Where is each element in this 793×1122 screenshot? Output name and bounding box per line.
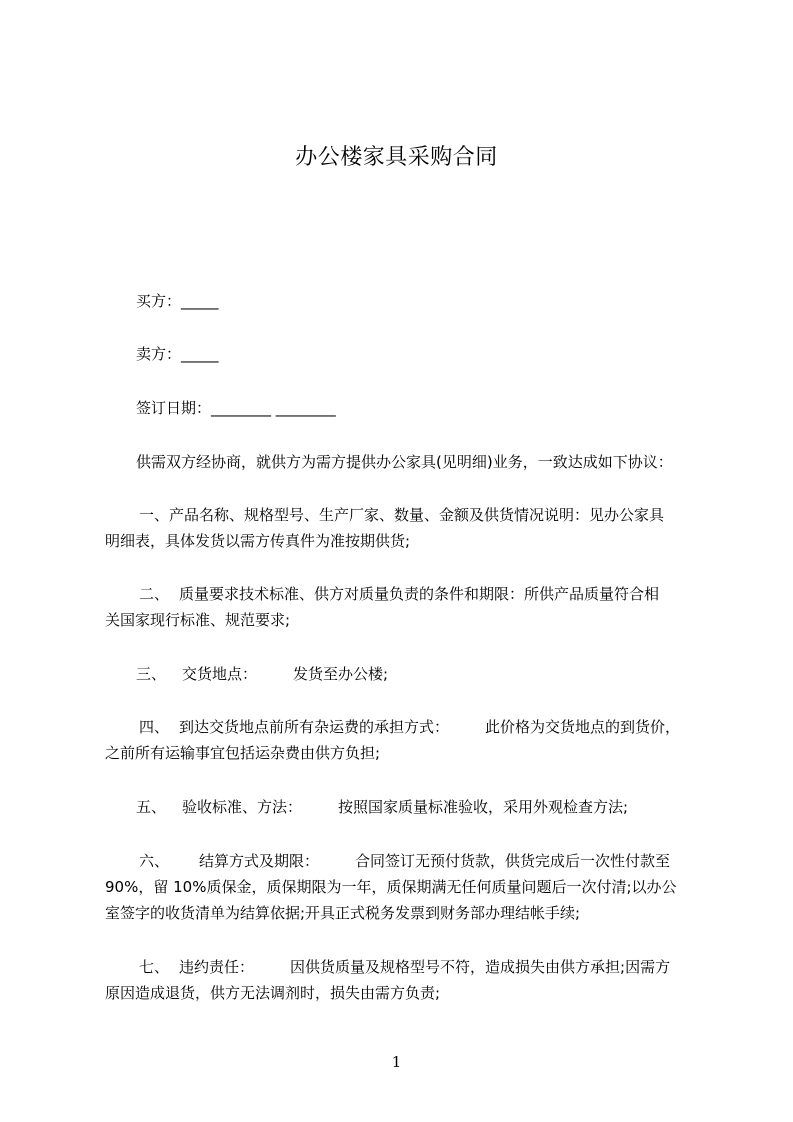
clause-1-first-line bbox=[105, 502, 739, 528]
clause-6-content: 合同签订无预付货款，供货完成后一次性付款至 bbox=[355, 852, 671, 870]
clause-4-heading: 到达交货地点前所有杂运费的承担方式： bbox=[179, 718, 450, 736]
clause-3-line bbox=[105, 661, 736, 687]
sign-date-line: 签订日期：________ ________ bbox=[136, 399, 336, 417]
clause-7-first-line bbox=[105, 954, 739, 980]
clause-3-content: 发货至办公楼; bbox=[293, 665, 389, 683]
preamble-paragraph: 供需双方经协商，就供方为需方提供办公家具(见明细)业务，一致达成如下协议： bbox=[136, 453, 673, 471]
seller-line: 卖方：_____ bbox=[136, 345, 219, 363]
clause-3-heading: 交货地点： bbox=[182, 665, 258, 683]
clause-2-text-line-2: 关国家现行标准、规范要求; bbox=[105, 611, 291, 629]
contract-title: 办公楼家具采购合同 bbox=[295, 145, 498, 170]
clause-4-number: 四、 bbox=[139, 718, 170, 736]
clause-7-continuation: 原因造成退货，供方无法调剂时，损失由需方负责; bbox=[105, 984, 441, 1002]
clause-5-heading: 验收标准、方法： bbox=[182, 798, 303, 816]
clause-5-content: 按照国家质量标准验收，采用外观检查方法; bbox=[338, 798, 629, 816]
clause-3-number: 三、 bbox=[136, 665, 167, 683]
clause-4-first-line bbox=[105, 714, 739, 740]
clause-6-heading: 结算方式及期限： bbox=[199, 852, 320, 870]
clause-4-continuation: 之前所有运输事宜包括运杂费由供方负担; bbox=[105, 744, 381, 762]
clause-1-text-line-1: 产品名称、规格型号、生产厂家、数量、金额及供货情况说明：见办公家具 bbox=[169, 506, 665, 524]
clause-7-number: 七、 bbox=[139, 958, 170, 976]
clause-6-continuation-2: 室签字的收货清单为结算依据;开具正式税务发票到财务部办理结帐手续; bbox=[105, 904, 581, 922]
clause-6-first-line bbox=[105, 848, 739, 874]
clause-6-number: 六、 bbox=[139, 852, 170, 870]
clause-5-number: 五、 bbox=[136, 798, 167, 816]
clause-6-continuation-1: 90%，留 10%质保金，质保期限为一年，质保期满无任何质量问题后一次付清;以办公 bbox=[105, 878, 677, 896]
clause-1-text-line-2: 明细表，具体发货以需方传真件为准按期供货; bbox=[105, 532, 411, 550]
clause-5-line bbox=[105, 794, 736, 820]
clause-2-number: 二、 bbox=[139, 585, 170, 603]
clause-7-content: 因供货质量及规格型号不符，造成损失由供方承担;因需方 bbox=[290, 958, 671, 976]
clause-4-content: 此价格为交货地点的到货价， bbox=[485, 718, 681, 736]
clause-1-number: 一、 bbox=[139, 506, 170, 524]
clause-7-heading: 违约责任： bbox=[179, 958, 255, 976]
buyer-line: 买方：_____ bbox=[136, 292, 219, 310]
clause-2-first-line bbox=[105, 581, 739, 607]
clause-2-text-line-1: 质量要求技术标准、供方对质量负责的条件和期限：所供产品质量符合相 bbox=[179, 585, 660, 603]
page-number: 1 bbox=[391, 1053, 402, 1071]
